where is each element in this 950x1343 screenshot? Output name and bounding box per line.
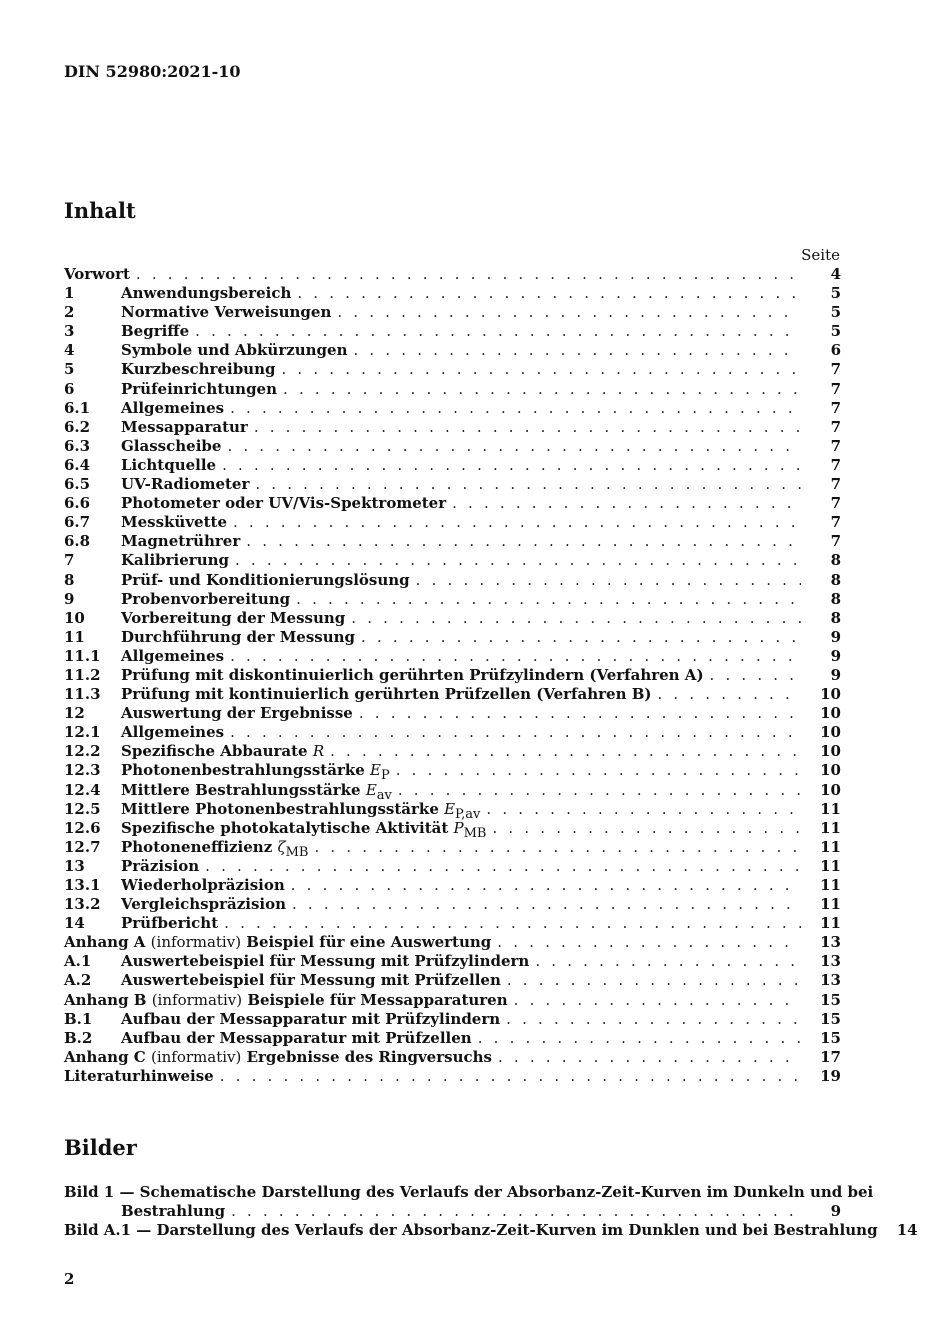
toc-entry-page: 10: [820, 723, 841, 742]
toc-entry-title: Photometer oder UV/Vis-Spektrometer: [121, 494, 447, 513]
toc-entry-number: 13: [64, 856, 85, 875]
toc-entry[interactable]: [64, 265, 841, 284]
toc-entry-title: Messküvette: [121, 513, 227, 532]
toc-entry-number: 6.6: [64, 494, 91, 513]
leader-dots: [189, 322, 801, 341]
leader-dots: [348, 341, 802, 360]
toc-entry-symbol-subscript: av: [376, 787, 392, 803]
leader-dots: [345, 609, 801, 628]
toc-entry-page: 15: [820, 1009, 841, 1028]
toc-heading: Inhalt: [64, 198, 136, 223]
toc-entry-title: Auswertebeispiel für Messung mit Prüfzellen: [121, 971, 501, 990]
toc-entry-number: B.1: [64, 1009, 93, 1028]
leader-dots: [225, 1202, 801, 1221]
toc-entry-page: 17: [820, 1047, 841, 1066]
toc-entry-page: 8: [830, 608, 841, 627]
toc-entry-number: 7: [64, 551, 75, 570]
leader-dots: [508, 991, 801, 1010]
leader-dots: [446, 494, 801, 513]
toc-entry[interactable]: [64, 876, 841, 895]
toc-entry-page: 7: [830, 475, 841, 494]
toc-entry-title: Durchführung der Messung: [121, 627, 356, 646]
leader-dots: [500, 1010, 801, 1029]
leader-dots: [130, 265, 801, 284]
toc-entry-number: A.2: [64, 971, 92, 990]
toc-entry-number: Anhang A: [64, 933, 146, 952]
toc-entry-number: Anhang B: [64, 990, 147, 1009]
toc-entry[interactable]: [64, 1048, 841, 1067]
toc-entry-number: 4: [64, 341, 75, 360]
toc-entry[interactable]: [64, 494, 841, 513]
toc-entry[interactable]: [64, 971, 841, 990]
toc-entry-page: 9: [830, 646, 841, 665]
toc-entry-number: 11.2: [64, 665, 101, 684]
toc-entry-title: Kurzbeschreibung: [121, 360, 276, 379]
toc-entry-number: 11: [64, 627, 85, 646]
toc-entry-page: 8: [830, 570, 841, 589]
leader-dots: [224, 647, 801, 666]
toc-entry-symbol-subscript: MB: [285, 844, 309, 860]
toc-entry-symbol: ζ: [277, 837, 286, 856]
toc-entry-number: 13.2: [64, 895, 101, 914]
toc-entry[interactable]: [64, 399, 841, 418]
leader-dots: [286, 895, 801, 914]
toc-entry[interactable]: [64, 761, 841, 784]
toc-entry-number: 6.7: [64, 513, 91, 532]
page-column-label: Seite: [801, 246, 840, 264]
leader-dots: [249, 475, 801, 494]
toc-entry-page: 7: [830, 455, 841, 474]
toc-entry[interactable]: [64, 303, 841, 322]
toc-entry-number: B.2: [64, 1028, 93, 1047]
toc-entry-title: Beispiel für eine Auswertung: [246, 933, 492, 952]
toc-entry[interactable]: [64, 723, 841, 742]
toc-entry-title: Wiederholpräzision: [121, 876, 285, 894]
toc-entry-title: Beispiele für Messapparaturen: [247, 990, 508, 1009]
toc-entry[interactable]: [64, 437, 841, 456]
toc-entry-symbol: P: [453, 818, 464, 837]
toc-entry-number: 9: [64, 589, 75, 608]
figure-entry-page: 9: [830, 1202, 841, 1221]
leader-dots: [227, 513, 801, 532]
toc-entry-page: 8: [830, 589, 841, 608]
toc-entry-page: 5: [830, 322, 841, 341]
toc-entry[interactable]: [64, 1067, 841, 1086]
toc-entry-title: Ergebnisse des Ringversuchs: [246, 1047, 492, 1066]
toc-entry-number: 10: [64, 608, 85, 627]
toc-entry-title: Begriffe: [121, 322, 190, 341]
leader-dots: [221, 437, 801, 456]
toc-entry-title: Auswertebeispiel für Messung mit Prüfzylindern: [121, 952, 530, 971]
toc-entry-page: 13: [820, 933, 841, 952]
toc-entry-title: Mittlere Bestrahlungsstärke: [121, 780, 361, 799]
toc-entry[interactable]: [64, 991, 841, 1010]
toc-entry-title: Vergleichspräzision: [121, 895, 286, 914]
toc-entry-page: 11: [820, 818, 841, 837]
toc-entry-title: Kalibrierung: [121, 551, 229, 570]
toc-entry-page: 7: [830, 398, 841, 417]
toc-entry-title: Magnetrührer: [121, 532, 241, 551]
toc-entry[interactable]: [64, 742, 841, 761]
leader-dots: [308, 838, 801, 857]
leader-dots: [491, 933, 801, 952]
toc-entry-title: Allgemeines: [121, 646, 225, 665]
leader-dots: [492, 1048, 801, 1067]
toc-entry[interactable]: [64, 284, 841, 303]
toc-entry-page: 7: [830, 532, 841, 551]
toc-entry[interactable]: [64, 780, 841, 803]
toc-entry-number: 1: [64, 284, 75, 303]
toc-entry-page: 11: [820, 914, 841, 933]
toc-entry-page: 11: [820, 799, 841, 818]
figure-entry-page: 14: [896, 1221, 918, 1240]
toc-entry-page: 7: [830, 513, 841, 532]
toc-entry[interactable]: [64, 571, 841, 590]
leader-dots: [285, 876, 801, 895]
leader-dots: [248, 418, 801, 437]
figure-entry-line: [64, 1221, 918, 1240]
toc-entry-symbol: E: [444, 799, 456, 818]
toc-entry-page: 7: [830, 360, 841, 379]
toc-entry-title: Messapparatur: [121, 417, 248, 436]
toc-entry-title: Probenvorbereitung: [121, 589, 291, 608]
toc-entry[interactable]: [64, 914, 841, 933]
toc-entry-number: 12.6: [64, 818, 101, 837]
leader-dots: [324, 742, 801, 761]
toc-entry[interactable]: [64, 418, 841, 437]
toc-entry-page: 9: [830, 627, 841, 646]
toc-entry[interactable]: [64, 647, 841, 666]
toc-entry[interactable]: [64, 513, 841, 532]
toc-entry-number: A.1: [64, 952, 92, 971]
toc-entry[interactable]: [64, 1010, 841, 1029]
toc-entry-symbol-subscript: P: [380, 768, 390, 784]
toc-entry-number: Literaturhinweise: [64, 1066, 214, 1085]
toc-entry-number: 12: [64, 704, 85, 723]
toc-entry-page: 10: [820, 742, 841, 761]
toc-entry-number: 8: [64, 570, 75, 589]
toc-entry[interactable]: [64, 322, 841, 341]
figure-entry-title: Bild A.1 — Darstellung des Verlaufs der Absorbanz-Zeit-Kurven im Dunklen und bei Bestrahlung: [64, 1221, 878, 1240]
toc-entry[interactable]: [64, 456, 841, 475]
toc-entry-title: Normative Verweisungen: [121, 303, 332, 322]
leader-dots: [214, 1067, 801, 1086]
toc-entry-title: Photonenbestrahlungsstärke: [121, 761, 365, 780]
toc-entry-page: 7: [830, 379, 841, 398]
toc-entry-page: 8: [830, 551, 841, 570]
toc-entry-title: Spezifische Abbaurate: [121, 742, 308, 761]
toc-entry-title: Prüfeinrichtungen: [121, 379, 278, 398]
toc-entry-number: 12.7: [64, 837, 101, 856]
toc-entry-symbol: R: [312, 742, 325, 761]
toc-entry-page: 19: [820, 1066, 841, 1085]
leader-dots: [480, 800, 801, 819]
leader-dots: [392, 781, 801, 800]
toc-entry-page: 13: [820, 971, 841, 990]
toc-entry-page: 10: [820, 780, 841, 799]
leader-dots: [331, 303, 801, 322]
figure-entry-continuation: [64, 1202, 841, 1221]
figure-entry-title: Bild 1 — Schematische Darstellung des Verlaufs der Absorbanz-Zeit-Kurven im Dunkeln und bei: [64, 1183, 874, 1201]
toc-entry-title: Präzision: [121, 856, 200, 875]
toc-entry-annex-note: (informativ): [150, 1047, 242, 1066]
figures-heading: Bilder: [64, 1135, 137, 1160]
toc-entry-number: 3: [64, 322, 75, 341]
toc-entry[interactable]: [64, 609, 841, 628]
toc-entry-page: 10: [820, 704, 841, 723]
toc-entry-page: 7: [830, 494, 841, 513]
toc-entry[interactable]: [64, 360, 841, 379]
toc-entry-page: 10: [820, 685, 841, 704]
toc-entry[interactable]: [64, 666, 841, 685]
toc-entry-title: Prüfung mit diskontinuierlich gerührten Prüfzylindern (Verfahren A): [121, 665, 704, 684]
toc-entry-title: Prüf- und Konditionierungslösung: [121, 570, 410, 589]
toc-entry-title: Glasscheibe: [121, 436, 222, 455]
toc-entry[interactable]: [64, 532, 841, 551]
leader-dots: [290, 590, 801, 609]
leader-dots: [275, 360, 801, 379]
toc-entry-page: 11: [820, 856, 841, 875]
toc-entry-page: 13: [820, 952, 841, 971]
table-of-contents: [64, 265, 841, 1086]
toc-entry-title: Photoneneffizienz: [121, 837, 273, 856]
toc-entry-number: 6.4: [64, 455, 91, 474]
leader-dots: [353, 704, 801, 723]
toc-entry-number: 12.2: [64, 742, 101, 761]
leader-dots: [240, 532, 801, 551]
toc-entry-number: 5: [64, 360, 75, 379]
toc-entry-page: 10: [820, 761, 841, 780]
toc-entry-annex-note: (informativ): [151, 990, 243, 1009]
leader-dots: [472, 1029, 801, 1048]
toc-entry-page: 11: [820, 895, 841, 914]
toc-entry-page: 5: [830, 284, 841, 303]
toc-entry-title: Symbole und Abkürzungen: [121, 341, 348, 360]
toc-entry-page: 15: [820, 1028, 841, 1047]
toc-entry-symbol-subscript: P,av: [455, 806, 481, 822]
toc-entry-number: 11.3: [64, 685, 101, 704]
leader-dots: [390, 761, 801, 780]
toc-entry[interactable]: [64, 704, 841, 723]
page-number: 2: [64, 1270, 75, 1288]
toc-entry-number: Vorwort: [64, 265, 130, 283]
toc-entry[interactable]: [64, 628, 841, 647]
toc-entry-number: 6.5: [64, 475, 91, 494]
leader-dots: [486, 819, 801, 838]
toc-entry-page: 15: [820, 990, 841, 1009]
toc-entry-number: 12.4: [64, 780, 101, 799]
toc-entry-symbol-subscript: MB: [463, 825, 487, 841]
toc-entry-number: 12.1: [64, 723, 101, 742]
toc-entry[interactable]: [64, 933, 841, 952]
toc-entry-number: Anhang C: [64, 1047, 146, 1066]
toc-entry-symbol: E: [370, 761, 381, 780]
toc-entry[interactable]: [64, 799, 841, 822]
leader-dots: [224, 399, 801, 418]
figures-list: [64, 1183, 918, 1240]
toc-entry-number: 12.3: [64, 761, 101, 780]
toc-entry-number: 2: [64, 303, 75, 322]
leader-dots: [218, 914, 801, 933]
leader-dots: [704, 666, 801, 685]
toc-entry-title: Mittlere Photonenbestrahlungsstärke: [121, 799, 439, 818]
toc-entry-page: 6: [830, 341, 841, 360]
leader-dots: [277, 380, 801, 399]
document-id: DIN 52980:2021-10: [64, 62, 241, 81]
leader-dots: [529, 952, 801, 971]
toc-entry-number: 12.5: [64, 799, 101, 818]
toc-entry[interactable]: [64, 1029, 841, 1048]
toc-entry-number: 6.1: [64, 398, 91, 417]
toc-entry-title: Anwendungsbereich: [121, 284, 292, 303]
toc-entry-number: 13.1: [64, 876, 101, 894]
toc-entry-title: Aufbau der Messapparatur mit Prüfzylindern: [121, 1009, 501, 1028]
toc-entry-title: Spezifische photokatalytische Aktivität: [121, 818, 449, 837]
toc-entry-page: 11: [820, 876, 841, 894]
toc-entry-number: 6.8: [64, 532, 91, 551]
toc-entry[interactable]: [64, 475, 841, 494]
leader-dots: [651, 685, 801, 704]
toc-entry[interactable]: [64, 837, 841, 860]
leader-dots: [216, 456, 801, 475]
leader-dots: [224, 723, 801, 742]
toc-entry-page: 7: [830, 436, 841, 455]
toc-entry[interactable]: [64, 380, 841, 399]
toc-entry-number: 6: [64, 379, 75, 398]
toc-entry-title: Allgemeines: [121, 398, 225, 417]
toc-entry-page: 11: [820, 837, 841, 856]
toc-entry-title: Lichtquelle: [121, 455, 217, 474]
toc-entry[interactable]: [64, 551, 841, 570]
toc-entry-title: Allgemeines: [121, 723, 225, 742]
toc-entry[interactable]: [64, 818, 841, 841]
toc-entry[interactable]: [64, 685, 841, 704]
toc-entry-number: 6.2: [64, 417, 91, 436]
toc-entry-number: 11.1: [64, 646, 101, 665]
figure-entry-title-cont: Bestrahlung: [121, 1202, 226, 1221]
toc-entry-page: 9: [830, 665, 841, 684]
toc-entry-page: 7: [830, 417, 841, 436]
leader-dots: [355, 628, 801, 647]
leader-dots: [501, 971, 801, 990]
toc-entry[interactable]: [64, 857, 841, 876]
toc-entry-title: Prüfbericht: [121, 914, 219, 933]
toc-entry-title: Prüfung mit kontinuierlich gerührten Prüfzellen (Verfahren B): [121, 685, 652, 704]
toc-entry-page: 5: [830, 303, 841, 322]
toc-entry-number: 6.3: [64, 436, 91, 455]
toc-entry[interactable]: [64, 952, 841, 971]
leader-dots: [410, 571, 801, 590]
toc-entry-annex-note: (informativ): [150, 933, 242, 952]
figure-entry[interactable]: [64, 1183, 874, 1221]
toc-entry-title: Vorbereitung der Messung: [121, 608, 346, 627]
toc-entry-title: Auswertung der Ergebnisse: [121, 704, 353, 723]
figure-entry[interactable]: [64, 1221, 918, 1240]
leader-dots: [291, 284, 801, 303]
toc-entry-page: 4: [830, 265, 841, 283]
toc-entry-title: UV-Radiometer: [121, 475, 250, 494]
leader-dots: [229, 551, 801, 570]
toc-entry[interactable]: [64, 341, 841, 360]
toc-entry-symbol: E: [365, 780, 377, 799]
toc-entry[interactable]: [64, 590, 841, 609]
toc-entry-number: 14: [64, 914, 85, 933]
toc-entry[interactable]: [64, 895, 841, 914]
toc-entry-title: Aufbau der Messapparatur mit Prüfzellen: [121, 1028, 472, 1047]
